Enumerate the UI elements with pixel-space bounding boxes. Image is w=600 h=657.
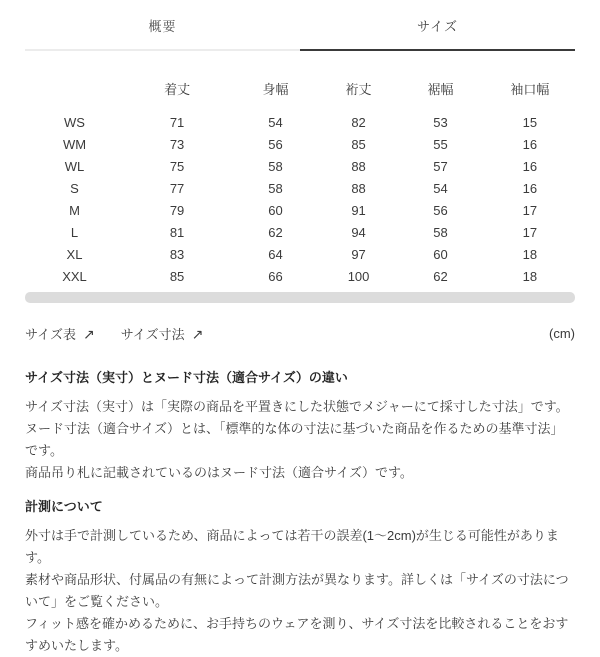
- cell: 64: [268, 246, 283, 262]
- size-label: XXL: [62, 268, 87, 284]
- size-table: [25, 67, 575, 287]
- cell: 58: [268, 158, 283, 174]
- size-label: M: [69, 202, 80, 218]
- size-chart-link[interactable]: [25, 324, 95, 343]
- cell: 54: [433, 180, 448, 196]
- cell: 88: [351, 180, 366, 196]
- cell: 91: [351, 202, 366, 218]
- external-link-icon: ↗: [191, 325, 204, 342]
- size-label: WM: [62, 136, 87, 152]
- column-header-hem-width: 裾幅: [427, 82, 454, 97]
- cell: 16: [522, 158, 538, 174]
- table-row: [25, 221, 575, 243]
- column-header-body-width: 身幅: [262, 82, 289, 97]
- section-measurement: [25, 496, 575, 657]
- tab-overview[interactable]: 概要: [25, 16, 300, 51]
- cell: 18: [522, 246, 538, 262]
- cell: 56: [433, 202, 448, 218]
- table-row: [25, 133, 575, 155]
- column-header-body-length: 着丈: [164, 82, 191, 97]
- table-row: [25, 155, 575, 177]
- cell: 57: [433, 158, 448, 174]
- table-row: [25, 265, 575, 287]
- cell: 53: [433, 114, 448, 130]
- cell: 17: [522, 202, 538, 218]
- cell: 17: [522, 224, 538, 240]
- cell: 62: [433, 268, 448, 284]
- tab-bar: [25, 0, 575, 51]
- section-paragraph: 素材や商品形状、付属品の有無によって計測方法が異なります。詳しくは「サイズの寸法について」をご覧ください。: [25, 572, 569, 609]
- cell: 16: [522, 180, 538, 196]
- table-row: [25, 243, 575, 265]
- section-paragraph: 商品吊り札に記載されているのはヌード寸法（適合サイズ）です。: [25, 465, 413, 480]
- size-label: WS: [64, 114, 85, 130]
- horizontal-scrollbar[interactable]: [25, 292, 575, 303]
- section-paragraph: フィット感を確かめるために、お手持ちのウェアを測り、サイズ寸法を比較されることをおすすめいたします。: [25, 616, 569, 653]
- cell: 66: [268, 268, 283, 284]
- size-dimensions-link-label: サイズ寸法: [120, 327, 185, 342]
- cell: 75: [169, 158, 185, 174]
- cell: 88: [351, 158, 366, 174]
- section-heading: 計測について: [25, 499, 103, 514]
- section-heading: サイズ寸法（実寸）とヌード寸法（適合サイズ）の違い: [25, 370, 348, 385]
- cell: 71: [169, 114, 185, 130]
- cell: 16: [522, 136, 538, 152]
- section-paragraph: ヌード寸法（適合サイズ）とは、「標準的な体の寸法に基づいた商品を作るための基準寸法」です。: [25, 421, 564, 458]
- table-header-row: [25, 67, 575, 111]
- cell: 58: [268, 180, 283, 196]
- cell: 79: [169, 202, 185, 218]
- table-row: [25, 111, 575, 133]
- cell: 100: [347, 268, 370, 284]
- cell: 82: [351, 114, 366, 130]
- size-column-header: [25, 67, 124, 111]
- cell: 85: [169, 268, 185, 284]
- cell: 73: [169, 136, 185, 152]
- section-size-definition: [25, 367, 575, 484]
- cell: 55: [433, 136, 448, 152]
- unit-label: (cm): [549, 326, 575, 341]
- cell: 81: [169, 224, 185, 240]
- size-label: L: [70, 224, 79, 240]
- size-label: WL: [64, 158, 85, 174]
- cell: 60: [268, 202, 283, 218]
- cell: 54: [268, 114, 283, 130]
- cell: 18: [522, 268, 538, 284]
- column-header-cuff-width: 袖口幅: [510, 82, 550, 97]
- cell: 15: [522, 114, 538, 130]
- cell: 85: [351, 136, 366, 152]
- table-row: [25, 177, 575, 199]
- external-link-icon: ↗: [82, 325, 95, 342]
- section-paragraph: 外寸は手で計測しているため、商品によっては若干の誤差(1〜2cm)が生じる可能性があります。: [25, 528, 559, 565]
- cell: 77: [169, 180, 185, 196]
- size-label: S: [70, 180, 79, 196]
- size-chart-link-label: サイズ表: [25, 327, 76, 342]
- cell: 58: [433, 224, 448, 240]
- cell: 56: [268, 136, 283, 152]
- cell: 94: [351, 224, 366, 240]
- size-label: XL: [66, 246, 83, 262]
- size-dimensions-link[interactable]: [121, 324, 204, 343]
- cell: 83: [169, 246, 185, 262]
- links-row: [25, 324, 575, 343]
- tab-size[interactable]: サイズ: [300, 16, 575, 51]
- cell: 62: [268, 224, 283, 240]
- cell: 60: [433, 246, 448, 262]
- column-header-sleeve-length: 裄丈: [345, 82, 372, 97]
- table-row: [25, 199, 575, 221]
- section-paragraph: サイズ寸法（実寸）は「実際の商品を平置きにした状態でメジャーにて採寸した寸法」です。: [25, 399, 569, 414]
- cell: 97: [351, 246, 366, 262]
